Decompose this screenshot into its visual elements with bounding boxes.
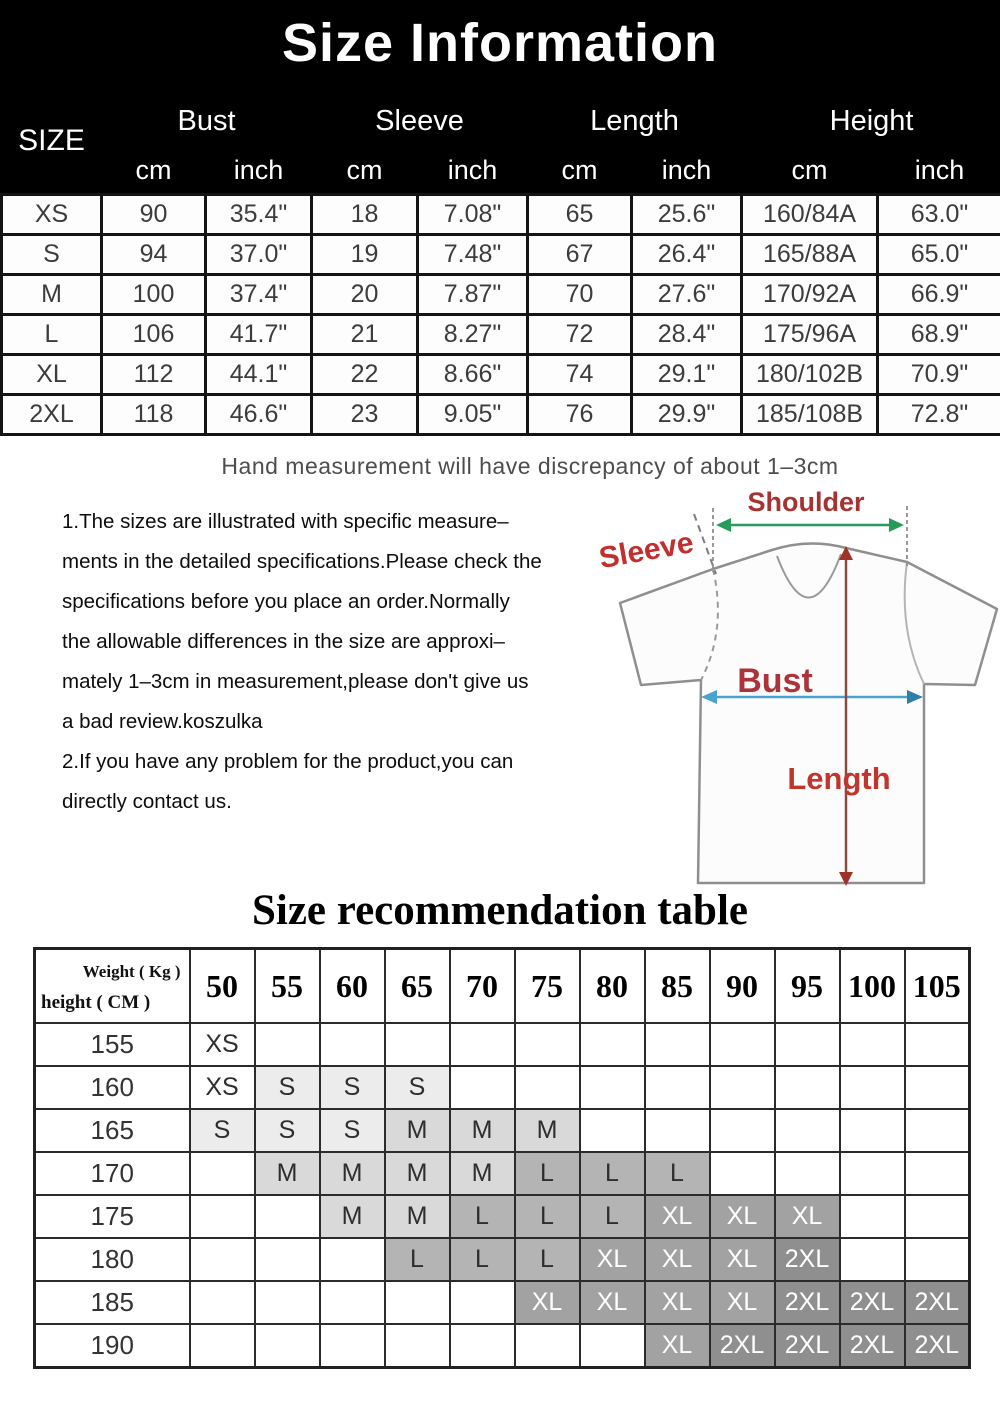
size-value-cell: 94 [102,235,206,275]
recommended-size-cell: XL [710,1195,775,1238]
size-table-unit-header: inch [914,154,965,185]
size-value-cell: 7.87" [418,275,528,315]
recommended-size-cell [840,1238,905,1281]
recommended-size-cell [385,1023,450,1066]
size-value-cell: 27.6" [632,275,742,315]
middle-section [0,480,1000,884]
size-value-cell: 165/88A [742,235,878,275]
length-label: Length [787,761,891,796]
recommended-size-cell: XS [190,1066,255,1109]
recommended-size-cell [320,1238,385,1281]
size-value-cell: 28.4" [632,315,742,355]
size-value-cell: 37.4" [206,275,312,315]
bust-label: Bust [737,662,813,700]
size-table-group-row [2,88,1000,147]
notes-line: mately 1–3cm in measurement,please don't give us [62,670,529,693]
recommended-size-cell [710,1066,775,1109]
size-label-cell: 2XL [2,395,102,435]
recommended-size-cell [840,1152,905,1195]
recommendation-table-header [35,949,970,1024]
weight-column-header: 85 [645,949,710,1024]
recommended-size-cell [450,1281,515,1324]
tshirt-outline [620,543,997,883]
size-value-cell: 72.8" [878,395,1000,435]
size-value-cell: 9.05" [418,395,528,435]
recommended-size-cell [840,1109,905,1152]
recommended-size-cell [580,1109,645,1152]
recommended-size-cell [840,1066,905,1109]
recommended-size-cell [515,1023,580,1066]
recommended-size-cell [450,1066,515,1109]
recommended-size-cell [190,1152,255,1195]
weight-column-header: 95 [775,949,840,1024]
weight-column-header: 100 [840,949,905,1024]
size-table-row [2,395,1000,435]
notes-line: directly contact us. [62,790,232,813]
weight-column-header: 60 [320,949,385,1024]
shoulder-arrowhead-left [716,518,731,532]
recommended-size-cell [710,1109,775,1152]
size-value-cell: 160/84A [742,195,878,235]
size-table-header [2,88,1000,195]
size-table-group-header: Sleeve [375,104,464,137]
weight-height-corner-cell [35,949,190,1024]
height-row-header: 185 [35,1281,190,1324]
recommended-size-cell: XL [515,1281,580,1324]
recommended-size-cell [255,1238,320,1281]
recommended-size-cell [840,1195,905,1238]
size-value-cell: 100 [102,275,206,315]
recommended-size-cell: M [450,1109,515,1152]
recommended-size-cell: M [385,1152,450,1195]
size-table-unit-header: inch [661,154,712,185]
recommended-size-cell: L [385,1238,450,1281]
size-value-cell: 106 [102,315,206,355]
recommended-size-cell: 2XL [840,1281,905,1324]
size-value-cell: 8.66" [418,355,528,395]
height-row-header: 160 [35,1066,190,1109]
size-value-cell: 74 [528,355,632,395]
size-value-cell: 118 [102,395,206,435]
notes-text-block [62,502,592,822]
recommended-size-cell [775,1109,840,1152]
size-value-cell: 37.0" [206,235,312,275]
header-band [0,0,1000,436]
recommended-size-cell: XL [645,1238,710,1281]
height-row-header: 175 [35,1195,190,1238]
size-label-cell: M [2,275,102,315]
recommended-size-cell [450,1324,515,1368]
size-value-cell: 20 [312,275,418,315]
size-label-cell: S [2,235,102,275]
size-value-cell: 65 [528,195,632,235]
recommended-size-cell: 2XL [775,1238,840,1281]
recommended-size-cell [580,1324,645,1368]
size-value-cell: 19 [312,235,418,275]
size-value-cell: 170/92A [742,275,878,315]
recommended-size-cell: M [320,1195,385,1238]
weight-column-header: 80 [580,949,645,1024]
recommended-size-cell: XL [645,1195,710,1238]
size-table-unit-header: cm [135,154,172,185]
weight-column-header: 65 [385,949,450,1024]
page-title: Size Information [281,13,719,73]
recommended-size-cell: 2XL [840,1324,905,1368]
recommended-size-cell: S [385,1066,450,1109]
recommendation-row [35,1152,970,1195]
recommended-size-cell: 2XL [775,1281,840,1324]
recommended-size-cell [385,1281,450,1324]
weight-column-header: 75 [515,949,580,1024]
recommended-size-cell: L [515,1152,580,1195]
recommended-size-cell: 2XL [775,1324,840,1368]
notes-line: ments in the detailed specifications.Please check the [62,550,542,573]
size-table-row [2,355,1000,395]
size-table [0,88,1000,436]
recommended-size-cell: L [450,1238,515,1281]
size-table-row [2,315,1000,355]
recommended-size-cell: XL [645,1324,710,1368]
recommended-size-cell [515,1066,580,1109]
recommended-size-cell: L [515,1238,580,1281]
shoulder-label: Shoulder [747,487,865,517]
size-value-cell: 22 [312,355,418,395]
height-row-header: 155 [35,1023,190,1066]
size-table-unit-header: inch [233,154,284,185]
recommended-size-cell [840,1023,905,1066]
size-value-cell: 26.4" [632,235,742,275]
sleeve-label: Sleeve [596,526,697,576]
notes-line: 2.If you have any problem for the product,you can [62,750,514,773]
height-row-header: 190 [35,1324,190,1368]
recommended-size-cell [905,1152,970,1195]
recommendation-table-heading: Size recommendation table [251,887,748,934]
size-value-cell: 41.7" [206,315,312,355]
size-table-body [2,195,1000,435]
recommended-size-cell: S [255,1066,320,1109]
recommendation-row [35,1023,970,1066]
recommended-size-cell: M [320,1152,385,1195]
height-row-header: 180 [35,1238,190,1281]
recommended-size-cell: XL [710,1281,775,1324]
size-table-row [2,235,1000,275]
recommended-size-cell [905,1023,970,1066]
recommendation-row [35,1066,970,1109]
size-value-cell: 72 [528,315,632,355]
recommended-size-cell [775,1152,840,1195]
recommended-size-cell [710,1152,775,1195]
recommended-size-cell: S [320,1066,385,1109]
notes-line: a bad review.koszulka [62,710,263,733]
recommended-size-cell [905,1238,970,1281]
size-value-cell: 35.4" [206,195,312,235]
recommended-size-cell: L [580,1152,645,1195]
size-value-cell: 29.1" [632,355,742,395]
size-value-cell: 44.1" [206,355,312,395]
height-row-header: 170 [35,1152,190,1195]
size-label-cell: XL [2,355,102,395]
size-value-cell: 66.9" [878,275,1000,315]
recommended-size-cell [580,1066,645,1109]
recommended-size-cell [905,1195,970,1238]
size-table-row [2,275,1000,315]
size-table-group-header: Bust [177,104,236,137]
measurement-discrepancy-note: Hand measurement will have discrepancy of about 1–3cm [221,453,839,479]
recommended-size-cell [645,1109,710,1152]
size-value-cell: 112 [102,355,206,395]
size-value-cell: 25.6" [632,195,742,235]
size-table-unit-header: inch [447,154,498,185]
recommended-size-cell: L [450,1195,515,1238]
recommended-size-cell: XL [645,1281,710,1324]
size-value-cell: 76 [528,395,632,435]
recommended-size-cell [190,1281,255,1324]
notes-line: 1.The sizes are illustrated with specific measure– [62,510,509,533]
height-row-header: 165 [35,1109,190,1152]
weight-column-header: 90 [710,949,775,1024]
weight-column-header: 105 [905,949,970,1024]
recommendation-row [35,1281,970,1324]
size-value-cell: 70.9" [878,355,1000,395]
recommended-size-cell: XL [710,1238,775,1281]
size-recommendation-table [33,947,971,1369]
size-value-cell: 175/96A [742,315,878,355]
recommended-size-cell [385,1324,450,1368]
size-table-group-header: Length [590,104,679,137]
recommendation-header-row [35,949,970,1024]
size-value-cell: 63.0" [878,195,1000,235]
recommended-size-cell: M [385,1109,450,1152]
size-table-group-header: Height [829,104,914,137]
recommended-size-cell: XL [775,1195,840,1238]
recommended-size-cell [905,1066,970,1109]
recommended-size-cell [645,1066,710,1109]
recommended-size-cell: M [385,1195,450,1238]
recommended-size-cell: S [190,1109,255,1152]
recommended-size-cell [255,1324,320,1368]
weight-column-header: 55 [255,949,320,1024]
recommended-size-cell: M [515,1109,580,1152]
size-value-cell: 23 [312,395,418,435]
size-value-cell: 7.48" [418,235,528,275]
size-value-cell: 90 [102,195,206,235]
size-value-cell: 46.6" [206,395,312,435]
size-label-cell: XS [2,195,102,235]
size-value-cell: 29.9" [632,395,742,435]
recommended-size-cell: 2XL [905,1324,970,1368]
size-value-cell: 68.9" [878,315,1000,355]
recommended-size-cell: 2XL [710,1324,775,1368]
recommended-size-cell [450,1023,515,1066]
recommended-size-cell [710,1023,775,1066]
recommendation-table-body [35,1023,970,1368]
size-value-cell: 70 [528,275,632,315]
recommended-size-cell [580,1023,645,1066]
recommended-size-cell [255,1023,320,1066]
recommended-size-cell: XS [190,1023,255,1066]
size-value-cell: 67 [528,235,632,275]
size-value-cell: 7.08" [418,195,528,235]
recommended-size-cell [905,1109,970,1152]
recommended-size-cell [255,1281,320,1324]
recommended-size-cell [320,1023,385,1066]
recommended-size-cell [645,1023,710,1066]
recommended-size-cell [190,1195,255,1238]
recommended-size-cell [190,1324,255,1368]
shoulder-arrowhead-right [889,518,904,532]
height-axis-label: height ( CM ) [41,992,151,1013]
size-value-cell: 65.0" [878,235,1000,275]
notes-line: specifications before you place an order.Normally [62,590,510,613]
recommended-size-cell: S [320,1109,385,1152]
recommended-size-cell: L [515,1195,580,1238]
recommended-size-cell: L [580,1195,645,1238]
recommended-size-cell: S [255,1109,320,1152]
size-value-cell: 18 [312,195,418,235]
recommended-size-cell: XL [580,1281,645,1324]
weight-column-header: 50 [190,949,255,1024]
notes-line: the allowable differences in the size are approxi– [62,630,505,653]
size-value-cell: 185/108B [742,395,878,435]
recommended-size-cell [320,1281,385,1324]
size-table-row [2,195,1000,235]
recommended-size-cell [775,1066,840,1109]
size-value-cell: 21 [312,315,418,355]
size-value-cell: 8.27" [418,315,528,355]
recommended-size-cell [255,1195,320,1238]
tshirt-measurement-diagram [590,480,1000,900]
recommendation-row [35,1324,970,1368]
size-column-header: SIZE [18,123,85,157]
recommendation-row [35,1195,970,1238]
weight-column-header: 70 [450,949,515,1024]
recommended-size-cell [320,1324,385,1368]
recommended-size-cell [190,1238,255,1281]
recommended-size-cell: XL [580,1238,645,1281]
size-table-unit-header: cm [346,154,383,185]
size-table-unit-row [2,147,1000,195]
recommended-size-cell [775,1023,840,1066]
weight-axis-label: Weight ( Kg ) [82,962,181,981]
size-table-unit-header: cm [561,154,598,185]
recommendation-row [35,1238,970,1281]
size-value-cell: 180/102B [742,355,878,395]
recommendation-row [35,1109,970,1152]
size-label-cell: L [2,315,102,355]
recommended-size-cell [515,1324,580,1368]
recommended-size-cell: M [450,1152,515,1195]
recommended-size-cell: M [255,1152,320,1195]
recommended-size-cell: 2XL [905,1281,970,1324]
recommended-size-cell: L [645,1152,710,1195]
size-table-unit-header: cm [791,154,828,185]
